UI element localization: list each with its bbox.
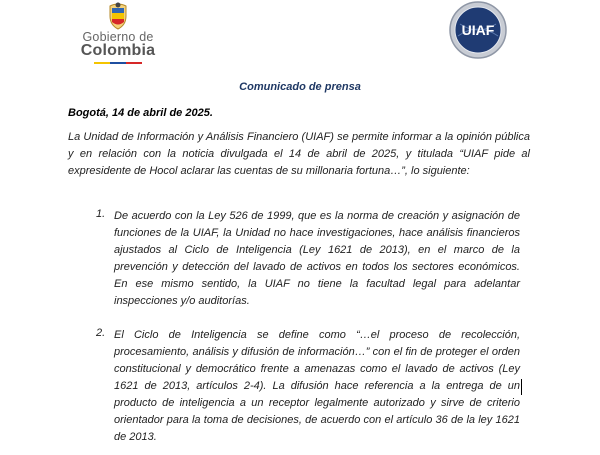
colombia-coat-of-arms-icon — [106, 2, 130, 30]
list-item-text: De acuerdo con la Ley 526 de 1999, que es la norma de creación y asignación de funciones de la UIAF, la Unidad no hace investigaciones, hace análisis financieros ajustados al Ciclo de Inteligencia (Ley 1621 de 2013), en el marco de la prevención y detección del lavado de activos en todos los sectores económicos. En ese mismo sentido, la UIAF no tiene la facultad legal para adelantar inspecciones y/o auditorías. — [114, 210, 520, 307]
text-cursor — [521, 379, 522, 395]
intro-paragraph: La Unidad de Información y Análisis Financiero (UIAF) se permite informar a la opinión pública y en relación con la noticia divulgada el 14 de abril de 2025, y titulada “UIAF pide al expresidente de Hocol aclarar las cuentas de su millonaria fortuna…”, lo siguiente: — [68, 131, 530, 177]
flag-color-bar — [94, 62, 142, 64]
gov-logo-line1: Gobierno de — [82, 30, 154, 44]
gobierno-de-colombia-logo — [78, 2, 158, 66]
document-title: Comunicado de prensa — [239, 81, 361, 93]
document-date: Bogotá, 14 de abril de 2025. — [68, 107, 213, 119]
list-item-number: 2. — [96, 327, 106, 339]
flag-yellow — [94, 62, 110, 64]
list-item-number: 1. — [96, 208, 106, 220]
page-header — [0, 0, 600, 75]
uiaf-logo-text: UIAF — [461, 22, 495, 38]
flag-red — [126, 62, 142, 64]
gov-logo-line2: Colombia — [80, 42, 156, 59]
flag-blue — [110, 62, 126, 64]
list-item-text: El Ciclo de Inteligencia se define como “…el proceso de recolección, procesamiento, análisis y difusión de información…” con el fin de proteger el orden constitucional y democrático frente a amenazas como el lavado de activos (Ley 1621 de 2013, artículos 2-4). La difusión hace referencia a la entrega de un producto de inteligencia a un receptor legalmente autorizado y sirve de criterio orientador para la toma de decisiones, de acuerdo con el artículo 36 de la ley 1621 de 2013. — [114, 329, 520, 443]
uiaf-seal-icon — [448, 0, 508, 60]
